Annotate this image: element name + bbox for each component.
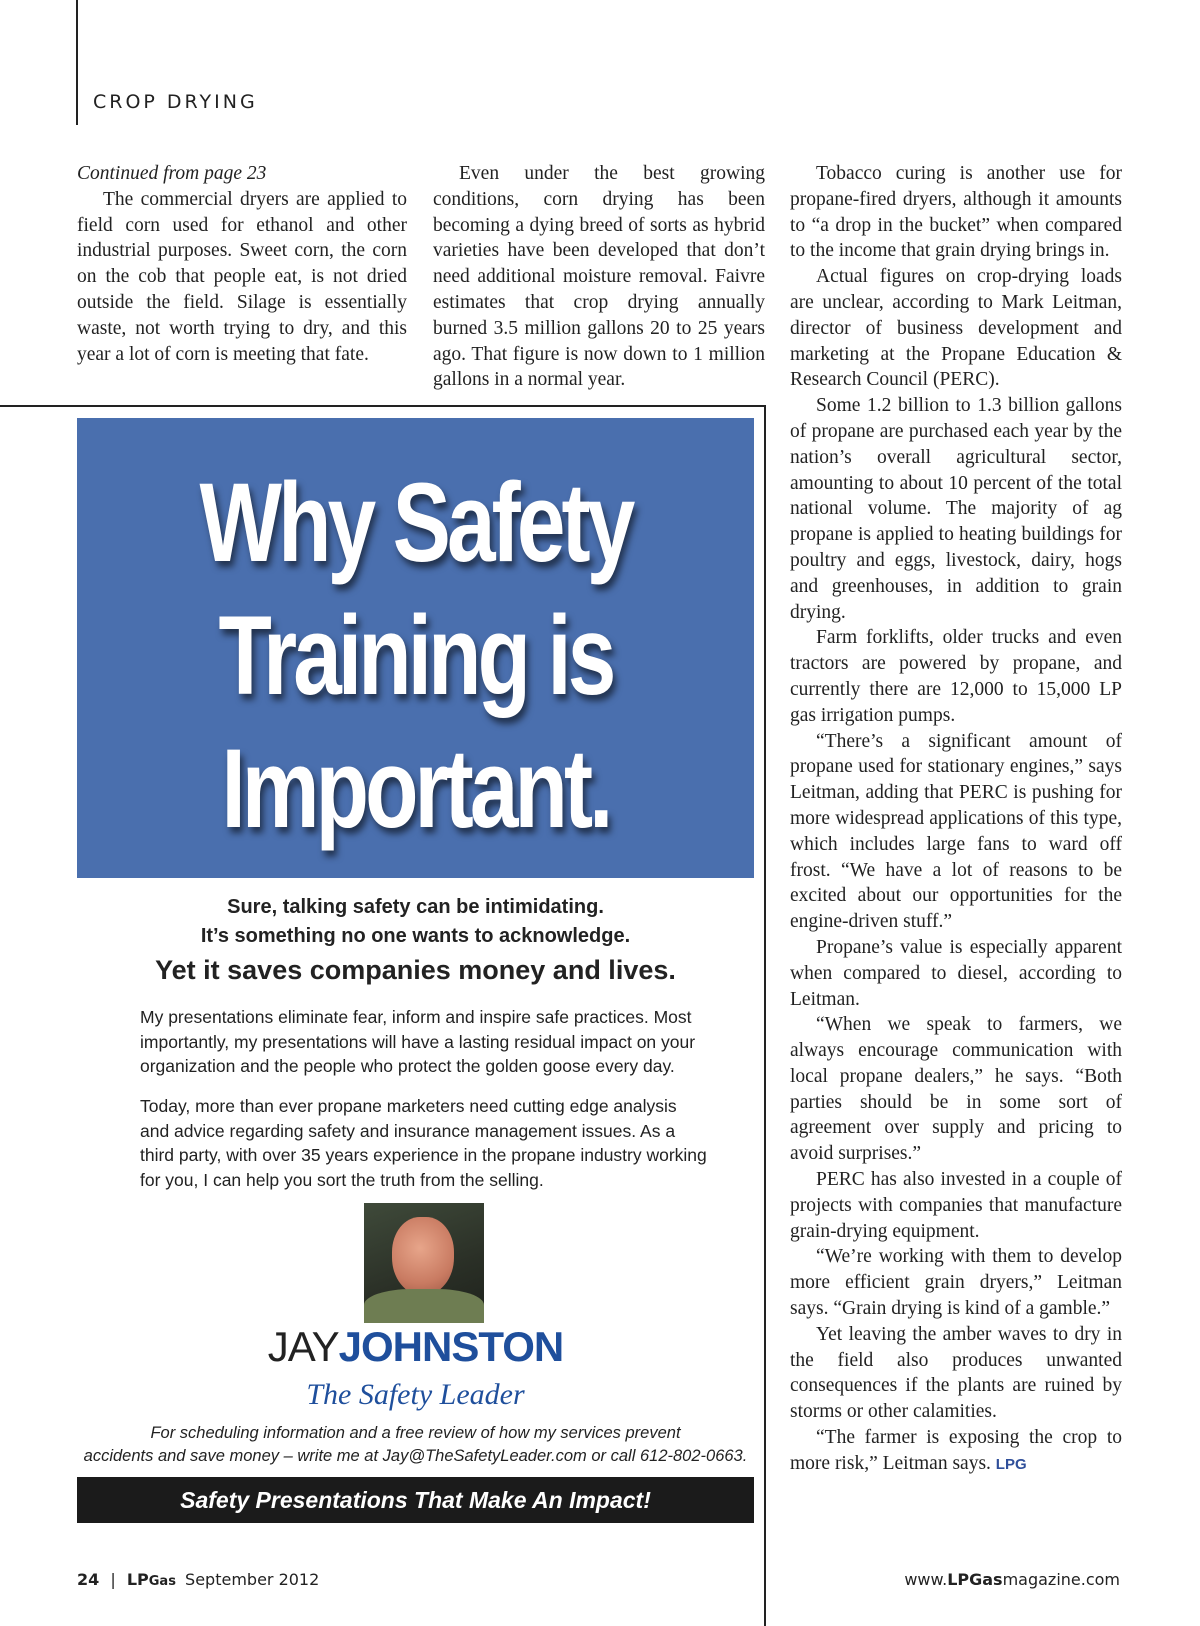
brand-gas: Gas: [148, 1574, 176, 1589]
schedule-line: accidents and save money – write me at Jay@TheSafetyLeader.com or call 612-802-0663.: [83, 1447, 748, 1465]
url-suffix: magazine.com: [1002, 1570, 1120, 1589]
ad-body-2: [140, 1094, 710, 1192]
ad-headline: [151, 456, 679, 855]
issue-date: September 2012: [185, 1570, 320, 1589]
name-last: JOHNSTON: [338, 1323, 564, 1370]
portrait-shirt: [364, 1289, 484, 1323]
brand-lp: LP: [126, 1570, 149, 1589]
ad-subhead-3: Yet it saves companies money and lives.: [155, 955, 676, 985]
footer-url[interactable]: [904, 1570, 1120, 1589]
section-label: CROP DRYING: [93, 91, 258, 113]
advertiser-name: [77, 1323, 754, 1371]
paragraph: Even under the best growing conditions, corn drying has been becoming a dying breed of sorts as hybrid varieties have been developed that don’t need additional moisture removal. Faivre estimates that crop drying annually burned 3.5 million gallons 20 to 25 years ago. That figure is now down to 1 million gallons in a normal year.: [433, 163, 765, 391]
ad-subhead-2: It’s something no one wants to acknowledge.: [200, 925, 631, 947]
last-paragraph-text: “The farmer is exposing the crop to more risk,” Leitman says.: [790, 1427, 1122, 1474]
paragraph: “There’s a significant amount of propane used for stationary engines,” says Leitman, adding that PERC is pushing for more widespread applications of this type, which includes large fans to ward off frost. “We have a lot of reasons to be excited about our opportunities for the engine-driven stuff.”: [790, 730, 1122, 933]
ad-headline-line: Important.: [221, 726, 610, 851]
ad-body-text: Today, more than ever propane marketers need cutting edge analysis and advice regarding safety and insurance management issues. As a third party, with over 35 years experience in the propane industry working for you, I can help you sort the truth from the selling.: [140, 1096, 707, 1190]
schedule-info: [77, 1422, 754, 1468]
paragraph: Propane’s value is especially apparent when compared to diesel, according to Leitman.: [790, 936, 1122, 1010]
ad-headline-panel: [77, 418, 754, 878]
article-column-2: [433, 161, 765, 393]
url-prefix: www.: [904, 1570, 948, 1589]
paragraph: PERC has also invested in a couple of projects with companies that manufacture grain-drying equipment.: [790, 1169, 1122, 1242]
ad-headline-line: Training is: [218, 593, 613, 718]
paragraph: Yet leaving the amber waves to dry in the field also produces unwanted consequences if the plants are ruined by storms or other calamities.: [790, 1323, 1122, 1423]
url-bold: LPGas: [947, 1570, 1003, 1589]
advertiser-tagline: The Safety Leader: [306, 1378, 525, 1411]
ad-body-1: [140, 1005, 710, 1079]
ad-banner: Safety Presentations That Make An Impact!: [77, 1477, 754, 1523]
header-vertical-rule: [76, 0, 78, 125]
paragraph: Tobacco curing is another use for propane-fired dryers, although it amounts to “a drop in the bucket” when compared to the income that grain drying brings in.: [790, 163, 1122, 262]
name-first: JAY: [267, 1323, 339, 1370]
page-number: 24: [77, 1570, 100, 1589]
continued-note: Continued from page 23: [77, 163, 267, 184]
ad-headline-line: Why Safety: [199, 460, 632, 585]
paragraph: The commercial dryers are applied to field corn used for ethanol and other industrial purposes. Sweet corn, the corn on the cob that people eat, is not dried outside the field. Silage is essentially waste, not worth trying to dry, and this year a lot of corn is meeting that fate.: [77, 188, 407, 365]
footer-separator: |: [110, 1570, 116, 1589]
paragraph: “When we speak to farmers, we always encourage communication with local propane dealers,” he says. “Both parties should be in some sort of agreement over supply and pricing to avoid surprises.”: [790, 1014, 1122, 1165]
paragraph: “We’re working with them to develop more efficient grain dryers,” Leitman says. “Grain drying is kind of a gamble.”: [790, 1246, 1122, 1320]
paragraph-last: [790, 1425, 1122, 1478]
portrait-face: [392, 1217, 454, 1295]
ad-right-rule: [764, 405, 766, 1626]
lpg-end-mark: LPG: [995, 1455, 1027, 1473]
paragraph: Some 1.2 billion to 1.3 billion gallons of propane are purchased each year by the nation’s overall agricultural sector, amounting to about 10 percent of the total national volume. The majority of ag propane is applied to heating buildings for poultry and eggs, livestock, dairy, hogs and greenhouses, in addition to grain drying.: [790, 395, 1122, 623]
footer-left: [77, 1570, 319, 1589]
ad-top-rule: [0, 405, 766, 407]
article-column-1: [77, 161, 407, 367]
portrait-photo: [364, 1203, 484, 1323]
paragraph: Actual figures on crop-drying loads are unclear, according to Mark Leitman, director of business development and marketing at the Propane Education & Research Council (PERC).: [790, 266, 1122, 391]
paragraph: Farm forklifts, older trucks and even tractors are powered by propane, and currently there are 12,000 to 15,000 LP gas irrigation pumps.: [790, 627, 1122, 726]
ad-body-text: My presentations eliminate fear, inform and inspire safe practices. Most importantly, my presentations will have a lasting residual impact on your organization and the people who protect the golden goose every day.: [140, 1007, 696, 1076]
ad-subhead-1: Sure, talking safety can be intimidating.: [227, 896, 604, 918]
article-column-3: [790, 161, 1122, 1478]
schedule-line: For scheduling information and a free review of how my services prevent: [150, 1424, 681, 1442]
